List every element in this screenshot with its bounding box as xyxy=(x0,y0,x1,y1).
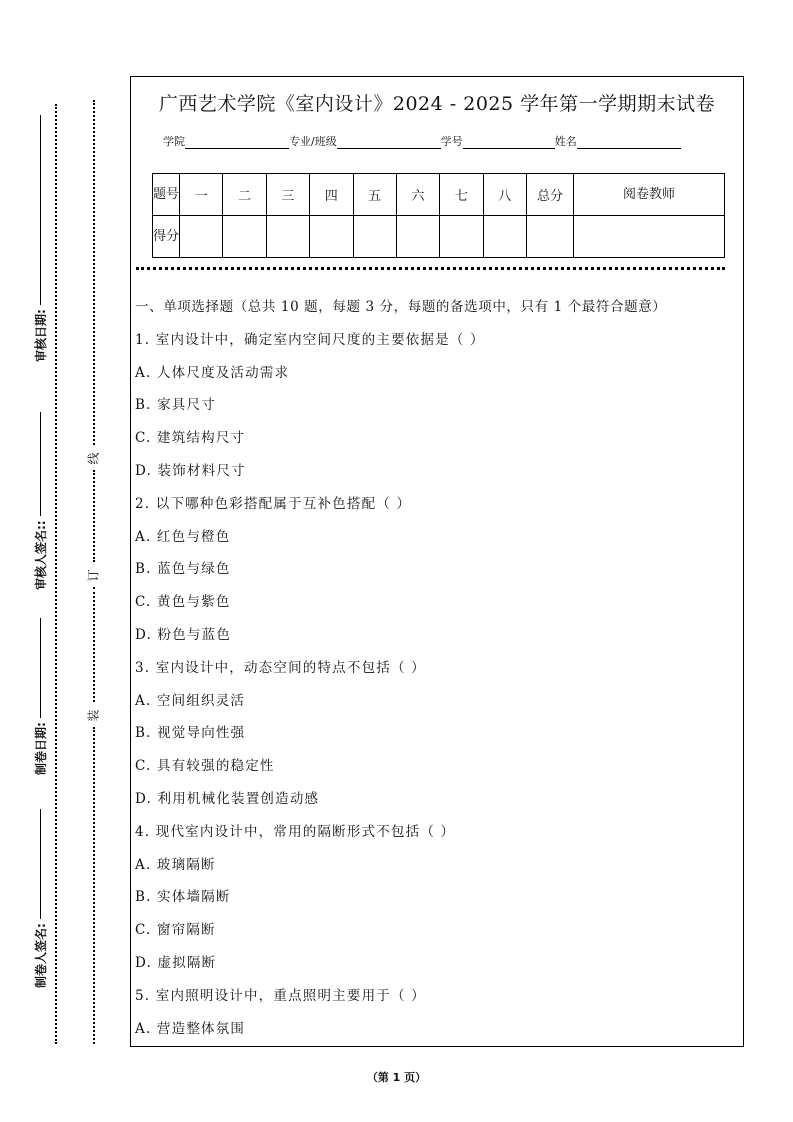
name-label: 姓名 xyxy=(554,135,577,148)
option-2d: D. 粉色与蓝色 xyxy=(135,626,232,643)
option-4d: D. 虚拟隔断 xyxy=(135,954,217,971)
name-field[interactable] xyxy=(577,136,681,149)
score-table xyxy=(152,173,725,258)
exam-title: 广西艺术学院《室内设计》2024 - 2025 学年第一学期期末试卷 xyxy=(158,93,716,115)
outer-dotted-line xyxy=(55,104,57,1044)
student-info-row xyxy=(163,133,681,149)
option-1c: C. 建筑结构尺寸 xyxy=(135,430,246,447)
binding-char-ding: 订 xyxy=(86,569,101,582)
exam-paper-frame xyxy=(130,76,744,1047)
option-1d: D. 装饰材料尺寸 xyxy=(135,462,246,479)
review-date-label: 审核日期: xyxy=(34,309,48,362)
major-class-field[interactable] xyxy=(337,136,441,149)
student-id-field[interactable] xyxy=(463,136,555,149)
score-cell[interactable] xyxy=(483,216,526,258)
option-2a: A. 红色与橙色 xyxy=(135,528,231,545)
score-col-2: 二 xyxy=(223,174,266,216)
score-col-1: 一 xyxy=(180,174,223,216)
score-cell-total[interactable] xyxy=(527,216,574,258)
question-2: 2. 以下哪种色彩搭配属于互补色搭配（ ） xyxy=(135,495,412,512)
binding-dotted-line xyxy=(93,100,95,445)
binding-dotted-line xyxy=(93,470,95,562)
question-4: 4. 现代室内设计中，常用的隔断形式不包括（ ） xyxy=(135,823,456,840)
score-cell[interactable] xyxy=(266,216,309,258)
option-3b: B. 视觉导向性强 xyxy=(135,725,246,742)
score-cell[interactable] xyxy=(396,216,439,258)
score-cell[interactable] xyxy=(223,216,266,258)
paper-date-label: 制卷日期: xyxy=(34,722,48,775)
reviewer-sign-label: 审核人签名:: xyxy=(34,520,48,590)
option-1b: B. 家具尺寸 xyxy=(135,397,216,414)
binding-char-zhuang: 装 xyxy=(86,709,101,722)
score-col-5: 五 xyxy=(353,174,396,216)
option-3a: A. 空间组织灵活 xyxy=(135,692,246,709)
option-2c: C. 黄色与紫色 xyxy=(135,594,231,611)
score-table-header-row xyxy=(153,174,725,216)
option-3d: D. 利用机械化装置创造动感 xyxy=(135,790,320,807)
score-cell[interactable] xyxy=(440,216,483,258)
major-class-label: 专业/班级 xyxy=(289,135,337,148)
question-number-header: 题号 xyxy=(153,174,180,216)
paper-maker-label: 制卷人签名: xyxy=(34,923,48,988)
score-cell[interactable] xyxy=(310,216,353,258)
score-cell[interactable] xyxy=(353,216,396,258)
score-col-7: 七 xyxy=(440,174,483,216)
college-field[interactable] xyxy=(185,136,289,149)
score-col-total: 总分 xyxy=(527,174,574,216)
question-1: 1. 室内设计中，确定室内空间尺度的主要依据是（ ） xyxy=(135,331,485,348)
question-list xyxy=(135,291,739,1045)
college-label: 学院 xyxy=(163,135,185,148)
option-4b: B. 实体墙隔断 xyxy=(135,889,231,906)
section-title: 一、单项选择题（总共 10 题，每题 3 分，每题的备选项中，只有 1 个最符合题意） xyxy=(135,299,667,315)
binding-char-xian: 线 xyxy=(86,452,101,465)
option-2b: B. 蓝色与绿色 xyxy=(135,561,231,578)
score-col-8: 八 xyxy=(483,174,526,216)
score-cell[interactable] xyxy=(180,216,223,258)
score-table-score-row xyxy=(153,216,725,258)
question-5: 5. 室内照明设计中，重点照明主要用于（ ） xyxy=(135,987,426,1004)
binding-dotted-line xyxy=(93,727,95,1044)
reviewer-cell[interactable] xyxy=(574,216,725,258)
option-3c: C. 具有较强的稳定性 xyxy=(135,758,275,775)
student-id-label: 学号 xyxy=(440,135,463,148)
option-1a: A. 人体尺度及活动需求 xyxy=(135,364,290,381)
reviewer-header: 阅卷教师 xyxy=(574,174,725,216)
question-3: 3. 室内设计中，动态空间的特点不包括（ ） xyxy=(135,659,426,676)
score-row-header: 得分 xyxy=(153,216,180,258)
score-col-6: 六 xyxy=(396,174,439,216)
page-number: （第 1 页） xyxy=(366,1071,427,1084)
option-4a: A. 玻璃隔断 xyxy=(135,856,216,873)
score-col-4: 四 xyxy=(310,174,353,216)
binding-dotted-line xyxy=(93,587,95,702)
dotted-divider xyxy=(136,267,725,270)
option-4c: C. 窗帘隔断 xyxy=(135,922,216,939)
score-col-3: 三 xyxy=(266,174,309,216)
option-5a: A. 营造整体氛围 xyxy=(135,1020,246,1037)
